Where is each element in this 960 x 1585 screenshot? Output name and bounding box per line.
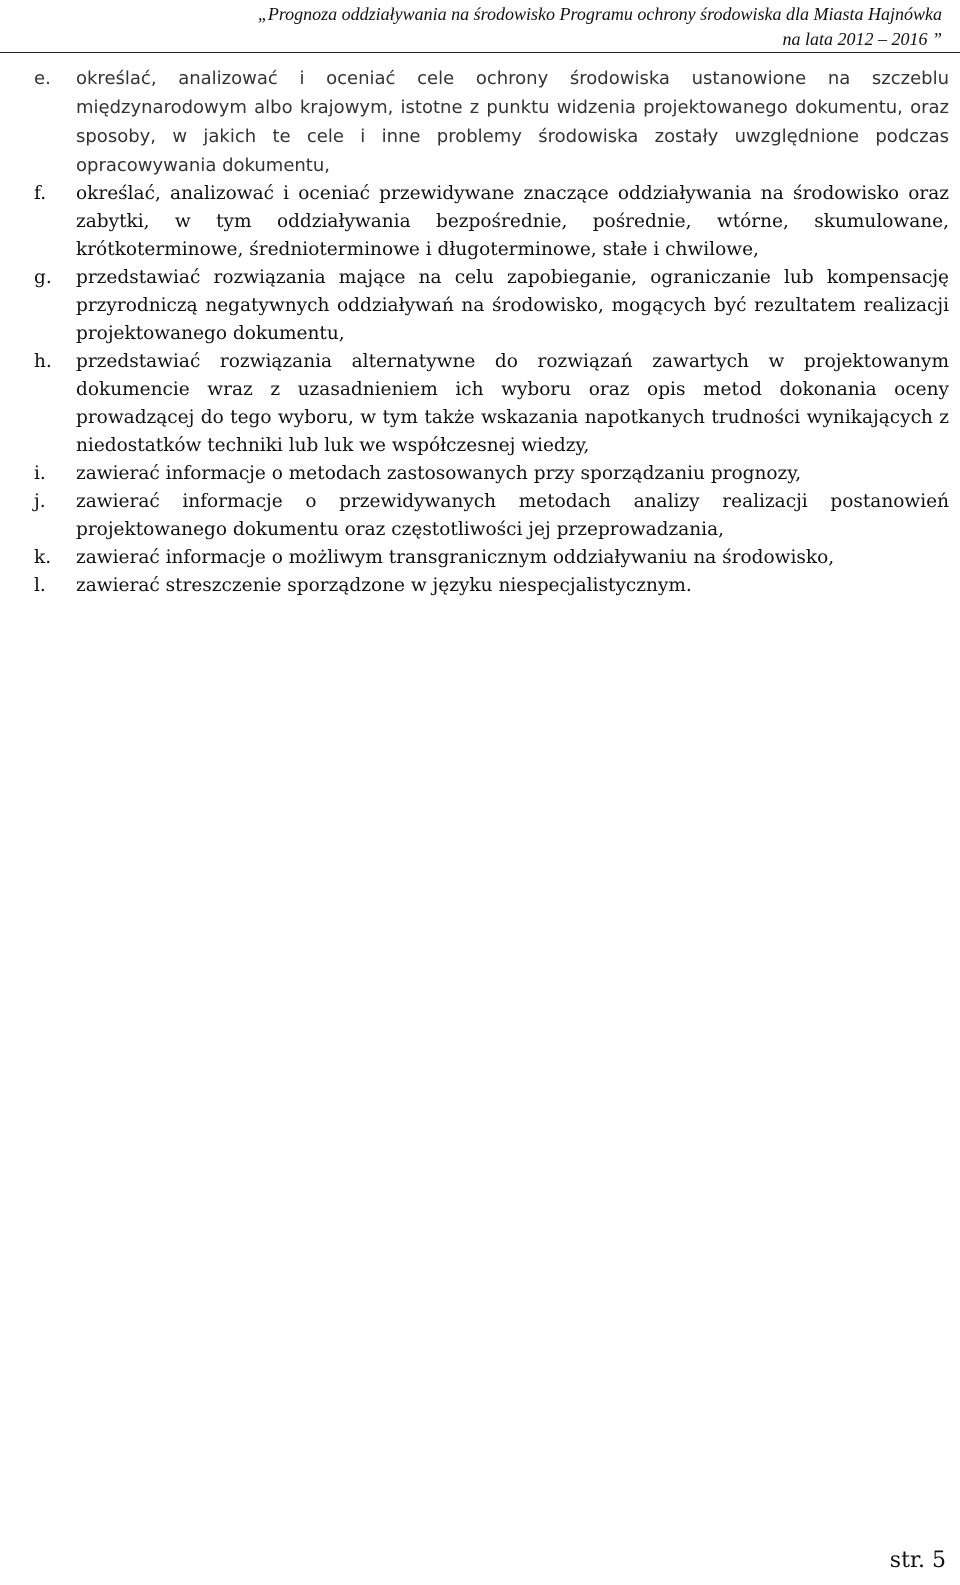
list-item-text: przedstawiać rozwiązania alternatywne do rozwiązań zawartych w projektowanym dokumencie wraz z uzasadnieniem ich wyboru oraz opis metod dokonania oceny prowadzącej do tego wyboru, w tym także wskazania napotkanych trudności wynikających z niedostatków techniki lub luk we współczesnej wiedzy,: [76, 351, 949, 456]
list-item-text: określać, analizować i oceniać przewidywane znaczące oddziaływania na środowisko oraz zabytki, w tym oddziaływania bezpośrednie, pośrednie, wtórne, skumulowane, krótkoterminowe, średnioterminowe i długoterminowe, stałe i chwilowe,: [76, 183, 949, 260]
list-item-l: [34, 572, 949, 600]
list-item-k: [34, 544, 949, 572]
list-item-text: zawierać informacje o przewidywanych metodach analizy realizacji postanowień projektowanego dokumentu oraz częstotliwości jej przeprowadzania,: [76, 491, 949, 540]
document-title-line-1: „Prognoza oddziaływania na środowisko Programu ochrony środowiska dla Miasta Hajnówka: [257, 4, 942, 24]
list-marker: h.: [34, 351, 52, 372]
list-item-f: [34, 180, 949, 264]
document-title-line-2: na lata 2012 – 2016 ”: [782, 29, 942, 49]
document-title: [182, 2, 942, 52]
page-number: str. 5: [889, 1548, 946, 1573]
list-item-text: przedstawiać rozwiązania mające na celu zapobieganie, ograniczanie lub kompensację przyrodniczą negatywnych oddziaływań na środowisko, mogących być rezultatem realizacji projektowanego dokumentu,: [76, 267, 949, 344]
list-item-j: [34, 488, 949, 544]
document-body: [34, 64, 949, 600]
list-item-text: zawierać informacje o możliwym transgranicznym oddziaływaniu na środowisko,: [76, 547, 835, 568]
list-marker: l.: [34, 575, 46, 596]
list-marker: i.: [34, 463, 46, 484]
page-header: [0, 0, 960, 53]
list-item-text: określać, analizować i oceniać cele ochrony środowiska ustanowione na szczeblu międzynarodowym albo krajowym, istotne z punktu widzenia projektowanego dokumentu, oraz sposoby, w jakich te cele i inne problemy środowiska zostały uwzględnione podczas opracowywania dokumentu,: [76, 68, 949, 176]
list-item-text: zawierać streszczenie sporządzone w języku niespecjalistycznym.: [76, 575, 692, 596]
list-marker: e.: [34, 68, 51, 89]
list-item-i: [34, 460, 949, 488]
list-marker: f.: [34, 183, 47, 204]
list-marker: j.: [34, 491, 46, 512]
list-item-g: [34, 264, 949, 348]
list-item-text: zawierać informacje o metodach zastosowanych przy sporządzaniu prognozy,: [76, 463, 802, 484]
list-item-h: [34, 348, 949, 460]
list-item-e: [34, 64, 949, 180]
list-marker: g.: [34, 267, 52, 288]
list-marker: k.: [34, 547, 52, 568]
